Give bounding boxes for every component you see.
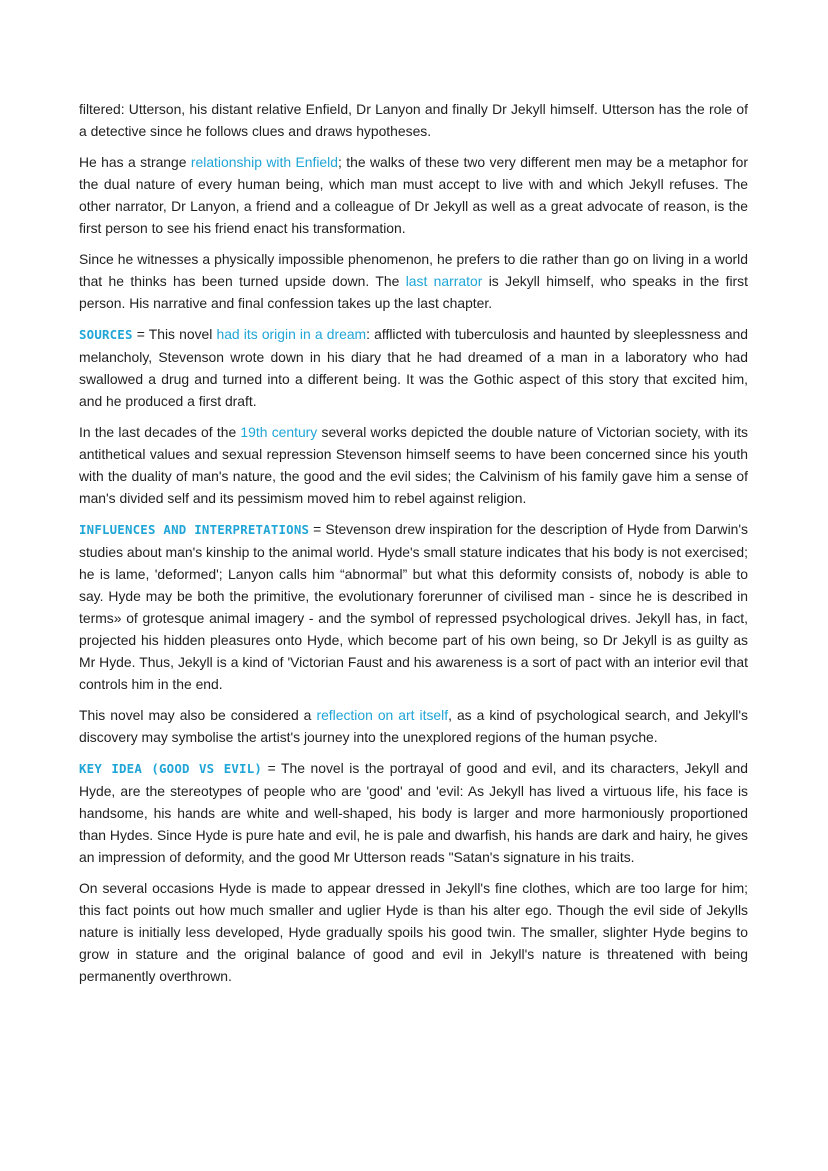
paragraph-19th-century: [79, 421, 748, 509]
paragraph-text: Since he witnesses a physically impossible phenomenon, he prefers to die rather than go on living in a world that he thinks has been turned upside down. The: [79, 251, 748, 289]
paragraph-key-idea: [79, 757, 748, 868]
paragraph-text: = Stevenson drew inspiration for the description of Hyde from Darwin's studies about man's kinship to the animal world. Hyde's small stature indicates that his body is not exercised; he is lame, 'deformed'; Lanyon calls him “abnormal” but what this deformity consists of, nobody is able to say. Hyde may be both the primitive, the evolutionary forerunner of civilised man - since he is described in terms» of grotesque animal imagery - and the symbol of repressed psychological drives. Jekyll has, in fact, projected his hidden pleasures onto Hyde, which become part of his own being, so Dr Jekyll is as guilty as Mr Hyde. Thus, Jekyll is a kind of 'Victorian Faust and his awareness is a sort of pact with an interior evil that controls him in the end.: [79, 521, 748, 692]
section-heading-sources: SOURCES: [79, 327, 133, 342]
paragraph-text: = This novel: [132, 326, 217, 342]
paragraph-text: On several occasions Hyde is made to appear dressed in Jekyll's fine clothes, which are too large for him; this fact points out how much smaller and uglier Hyde is than his alter ego. Though the evil side of Jekylls nature is initially less developed, Hyde gradually spoils his good twin. The smaller, slighter Hyde begins to grow in stature and the original balance of good and evil in Jekyll's nature is threatened with being permanently overthrown.: [79, 880, 748, 984]
paragraph-text: He has a strange: [79, 154, 191, 170]
paragraph-text: ; the walks of these two very different men may be a metaphor for the dual nature of every human being, which man must accept to live with and which Jekyll refuses. The other narrator, Dr Lanyon, a friend and a colleague of Dr Jekyll as well as a great advocate of reason, is the first person to see his friend enact his transformation.: [79, 154, 748, 236]
paragraph-text: This novel may also be considered a: [79, 707, 317, 723]
paragraph-text: several works depicted the double nature of Victorian society, with its antithetical values and sexual repression Stevenson himself seems to have been concerned since his youth with the duality of man's nature, the good and the evil sides; the Calvinism of his family gave him a sense of man's divided self and its pessimism moved him to rebel against religion.: [79, 424, 749, 506]
paragraph-text: filtered: Utterson, his distant relative Enfield, Dr Lanyon and finally Dr Jekyll himself. Utterson has the role of a detective since he follows clues and draws hypotheses.: [79, 101, 748, 139]
paragraph-text: is Jekyll himself, who speaks in the first person. His narrative and final confession takes up the last chapter.: [79, 273, 748, 311]
highlight-origin-in-dream: had its origin in a dream: [216, 326, 367, 342]
paragraph-last-narrator: [79, 248, 748, 314]
paragraph-enfield: [79, 151, 748, 239]
paragraph-text: : afflicted with tuberculosis and haunted by sleeplessness and melancholy, Stevenson wrote down in his diary that he had dreamed of a man in a laboratory who had swallowed a drug and turned into a different being. It was the Gothic aspect of this story that excited him, and he produced a first draft.: [79, 326, 748, 409]
paragraph-narrators: [79, 98, 748, 142]
paragraph-reflection-on-art: [79, 704, 748, 748]
paragraph-text: = The novel is the portrayal of good and evil, and its characters, Jekyll and Hyde, are the stereotypes of people who are 'good' and 'evil: As Jekyll has lived a virtuous life, his face is handsome, his hands are white and well-shaped, his body is larger and more harmoniously proportioned than Hydes. Since Hyde is pure hate and evil, he is pale and dwarfish, his hands are dark and hairy, he gives an impression of deformity, and the good Mr Utterson reads "Satan's signature in his traits.: [79, 760, 748, 865]
section-heading-key-idea: KEY IDEA (GOOD VS EVIL): [79, 761, 263, 776]
highlight-relationship-with-enfield: relationship with Enfield: [190, 154, 338, 170]
highlight-last-narrator: last narrator: [405, 273, 483, 289]
section-heading-influences: INFLUENCES AND INTERPRETATIONS: [79, 522, 310, 537]
paragraph-text: In the last decades of the: [79, 424, 241, 440]
highlight-reflection-on-art: reflection on art itself: [316, 707, 449, 723]
paragraph-influences: [79, 518, 748, 695]
paragraph-clothes: [79, 877, 748, 987]
highlight-19th-century: 19th century: [240, 424, 318, 440]
paragraph-text: , as a kind of psychological search, and Jekyll's discovery may symbolise the artist's journey into the unexplored regions of the human psyche.: [79, 707, 748, 745]
paragraph-sources: [79, 323, 748, 412]
